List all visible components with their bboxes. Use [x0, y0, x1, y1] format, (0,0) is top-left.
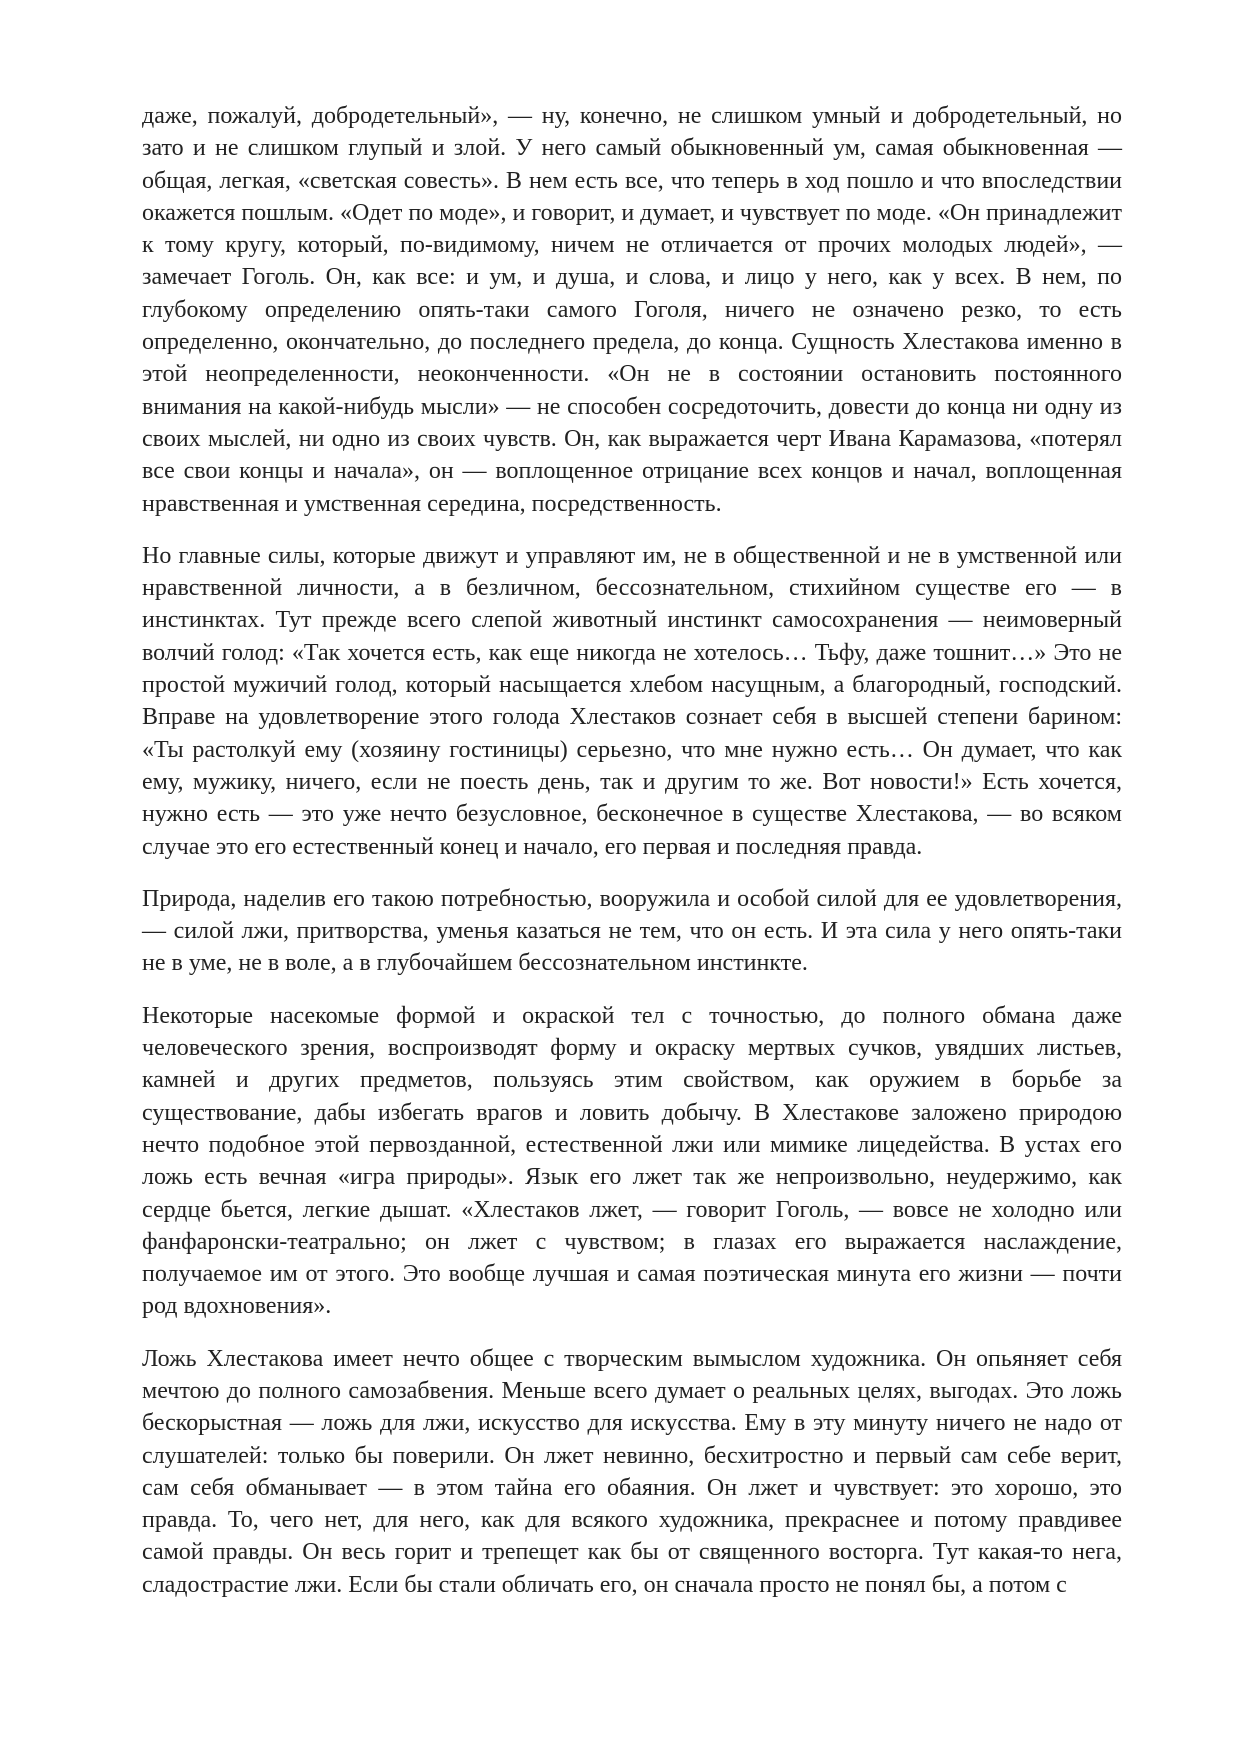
document-page [142, 100, 1122, 1621]
paragraph-1: даже, пожалуй, добродетельный», — ну, конечно, не слишком умный и добродетельный, но зато и не слишком глупый и злой. У него самый обыкновенный ум, самая обыкновенная — общая, легкая, «светская совесть». В нем есть все, что теперь в ход пошло и что впоследствии окажется пошлым. «Одет по моде», и говорит, и думает, и чувствует по моде. «Он принадлежит к тому кругу, который, по-видимому, ничем не отличается от прочих молодых людей», — замечает Гоголь. Он, как все: и ум, и душа, и слова, и лицо у него, как у всех. В нем, по глубокому определению опять-таки самого Гоголя, ничего не означено резко, то есть определенно, окончательно, до последнего предела, до конца. Сущность Хлестакова именно в этой неопределенности, неоконченности. «Он не в состоянии остановить постоянного внимания на какой-нибудь мысли» — не способен сосредоточить, довести до конца ни одну из своих мыслей, ни одно из своих чувств. Он, как выражается черт Ивана Карамазова, «потерял все свои концы и начала», он — воплощенное отрицание всех концов и начал, воплощенная нравственная и умственная середина, посредственность. [142, 103, 1122, 517]
paragraph-3: Природа, наделив его такою потребностью, вооружила и особой силой для ее удовлетворения, — силой лжи, притворства, уменья казаться не тем, что он есть. И эта сила у него опять-таки не в уме, не в воле, а в глубочайшем бессознательном инстинкте. [142, 885, 1122, 977]
paragraph-2: Но главные силы, которые движут и управляют им, не в общественной и не в умственной или нравственной личности, а в безличном, бессознательном, стихийном существе его — в инстинктах. Тут прежде всего слепой животный инстинкт самосохранения — неимоверный волчий голод: «Так хочется есть, как еще никогда не хотелось… Тьфу, даже тошнит…» Это не простой мужичий голод, который насыщается хлебом насущным, а благородный, господский. Вправе на удовлетворение этого голода Хлестаков сознает себя в высшей степени барином: «Ты растолкуй ему (хозяину гостиницы) серьезно, что мне нужно есть… Он думает, что как ему, мужику, ничего, если не поесть день, так и другим то же. Вот новости!» Есть хочется, нужно есть — это уже нечто безусловное, бесконечное в существе Хлестакова, — во всяком случае это его естественный конец и начало, его первая и последняя правда. [142, 542, 1122, 860]
paragraph-5: Ложь Хлестакова имеет нечто общее с творческим вымыслом художника. Он опьяняет себя мечтою до полного самозабвения. Меньше всего думает о реальных целях, выгодах. Это ложь бескорыстная — ложь для лжи, искусство для искусства. Ему в эту минуту ничего не надо от слушателей: только бы поверили. Он лжет невинно, бесхитростно и первый сам себе верит, сам себя обманывает — в этом тайна его обаяния. Он лжет и чувствует: это хорошо, это правда. То, чего нет, для него, как для всякого художника, прекраснее и потому правдивее самой правды. Он весь горит и трепещет как бы от священного восторга. Тут какая-то нега, сладострастие лжи. Если бы стали обличать его, он сначала просто не понял бы, а потом с [142, 1345, 1122, 1598]
paragraph-4: Некоторые насекомые формой и окраской тел с точностью, до полного обмана даже человеческого зрения, воспроизводят форму и окраску мертвых сучков, увядших листьев, камней и других предметов, пользуясь этим свойством, как оружием в борьбе за существование, дабы избегать врагов и ловить добычу. В Хлестакове заложено природою нечто подобное этой первозданной, естественной лжи или мимике лицедейства. В устах его ложь есть вечная «игра природы». Язык его лжет так же непроизвольно, неудержимо, как сердце бьется, легкие дышат. «Хлестаков лжет, — говорит Гоголь, — вовсе не холодно или фанфаронски-театрально; он лжет с чувством; в глазах его выражается наслаждение, получаемое им от этого. Это вообще лучшая и самая поэтическая минута его жизни — почти род вдохновения». [142, 1002, 1122, 1320]
